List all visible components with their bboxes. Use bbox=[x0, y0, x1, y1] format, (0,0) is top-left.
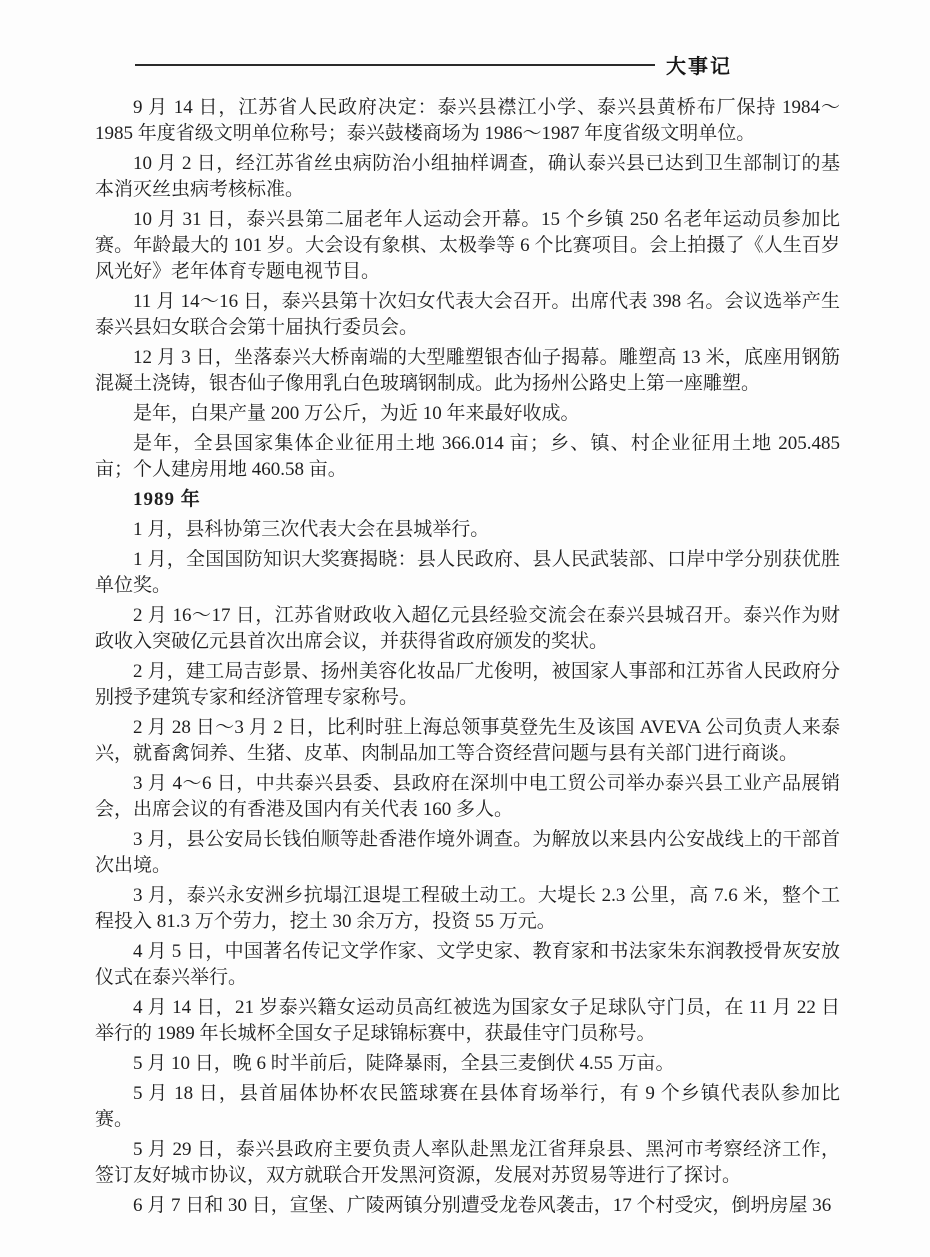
chronicle-entry: 5 月 10 日，晚 6 时半前后，陡降暴雨，全县三麦倒伏 4.55 万亩。 bbox=[133, 1053, 675, 1074]
chronicle-entry: 9 月 14 日，江苏省人民政府决定：泰兴县襟江小学、泰兴县黄桥布厂保持 1984～1985 年度省级文明单位称号；泰兴鼓楼商场为 1986～1987 年度省级文明单位。 bbox=[95, 97, 840, 144]
chronicle-entry: 4 月 5 日，中国著名传记文学作家、文学史家、教育家和书法家朱东润教授骨灰安放仪式在泰兴举行。 bbox=[95, 941, 840, 988]
chronicle-entry: 1 月，县科协第三次代表大会在县城举行。 bbox=[133, 519, 490, 540]
chronicle-entry: 5 月 29 日，泰兴县政府主要负责人率队赴黑龙江省拜泉县、黑河市考察经济工作，签订友好城市协议，双方就联合开发黑河资源，发展对苏贸易等进行了探讨。 bbox=[95, 1139, 840, 1186]
chronicle-entry: 12 月 3 日，坐落泰兴大桥南端的大型雕塑银杏仙子揭幕。雕塑高 13 米，底座用钢筋混凝土浇铸，银杏仙子像用乳白色玻璃钢制成。此为扬州公路史上第一座雕塑。 bbox=[95, 347, 840, 394]
chronicle-entry: 1 月，全国国防知识大奖赛揭晓：县人民政府、县人民武装部、口岸中学分别获优胜单位奖。 bbox=[95, 549, 840, 596]
chronicle-text-block bbox=[95, 95, 840, 1223]
chronicle-entry: 4 月 14 日，21 岁泰兴籍女运动员高红被选为国家女子足球队守门员，在 11 月 22 日举行的 1989 年长城杯全国女子足球锦标赛中，获最佳守门员称号。 bbox=[95, 997, 840, 1044]
chronicle-entry: 11 月 14～16 日，泰兴县第十次妇女代表大会召开。出席代表 398 名。会议选举产生泰兴县妇女联合会第十届执行委员会。 bbox=[95, 291, 840, 338]
chronicle-entry: 6 月 7 日和 30 日，宣堡、广陵两镇分别遭受龙卷风袭击，17 个村受灾，倒坍房屋 36 bbox=[133, 1195, 832, 1216]
chronicle-entry: 2 月，建工局吉彭景、扬州美容化妆品厂尤俊明，被国家人事部和江苏省人民政府分别授予建筑专家和经济管理专家称号。 bbox=[95, 661, 840, 708]
chronicle-entry: 3 月 4～6 日，中共泰兴县委、县政府在深圳中电工贸公司举办泰兴县工业产品展销会，出席会议的有香港及国内有关代表 160 多人。 bbox=[95, 773, 840, 820]
chronicle-entry: 是年，全县国家集体企业征用土地 366.014 亩；乡、镇、村企业征用土地 205.485 亩；个人建房用地 460.58 亩。 bbox=[95, 433, 840, 480]
chronicle-entry: 10 月 2 日，经江苏省丝虫病防治小组抽样调查，确认泰兴县已达到卫生部制订的基本消灭丝虫病考核标准。 bbox=[95, 153, 840, 200]
chronicle-entry: 3 月，泰兴永安洲乡抗塌江退堤工程破土动工。大堤长 2.3 公里，高 7.6 米，整个工程投入 81.3 万个劳力，挖土 30 余万方，投资 55 万元。 bbox=[95, 885, 840, 932]
chronicle-entry: 3 月，县公安局长钱伯顺等赴香港作境外调查。为解放以来县内公安战线上的干部首次出境。 bbox=[95, 829, 840, 876]
chronicle-entry: 2 月 28 日～3 月 2 日，比利时驻上海总领事莫登先生及该国 AVEVA 公司负责人来泰兴，就畜禽饲养、生猪、皮革、肉制品加工等合资经营问题与县有关部门进行商谈。 bbox=[95, 717, 840, 764]
header-rule bbox=[135, 64, 655, 66]
chronicle-entry: 2 月 16～17 日，江苏省财政收入超亿元县经验交流会在泰兴县城召开。泰兴作为财政收入突破亿元县首次出席会议，并获得省政府颁发的奖状。 bbox=[95, 605, 840, 652]
running-head bbox=[135, 50, 732, 79]
chronicle-entry: 5 月 18 日，县首届体协杯农民篮球赛在县体育场举行，有 9 个乡镇代表队参加比赛。 bbox=[95, 1083, 840, 1130]
chronicle-entry: 是年，白果产量 200 万公斤，为近 10 年来最好收成。 bbox=[133, 403, 580, 424]
page-header-title: 大事记 bbox=[666, 56, 732, 78]
year-heading-1989: 1989 年 bbox=[133, 489, 201, 510]
chronicle-entry: 10 月 31 日，泰兴县第二届老年人运动会开幕。15 个乡镇 250 名老年运动员参加比赛。年龄最大的 101 岁。大会设有象棋、太极拳等 6 个比赛项目。会上拍摄了《人生百岁风光好》老年体育专题电视节目。 bbox=[95, 209, 840, 282]
